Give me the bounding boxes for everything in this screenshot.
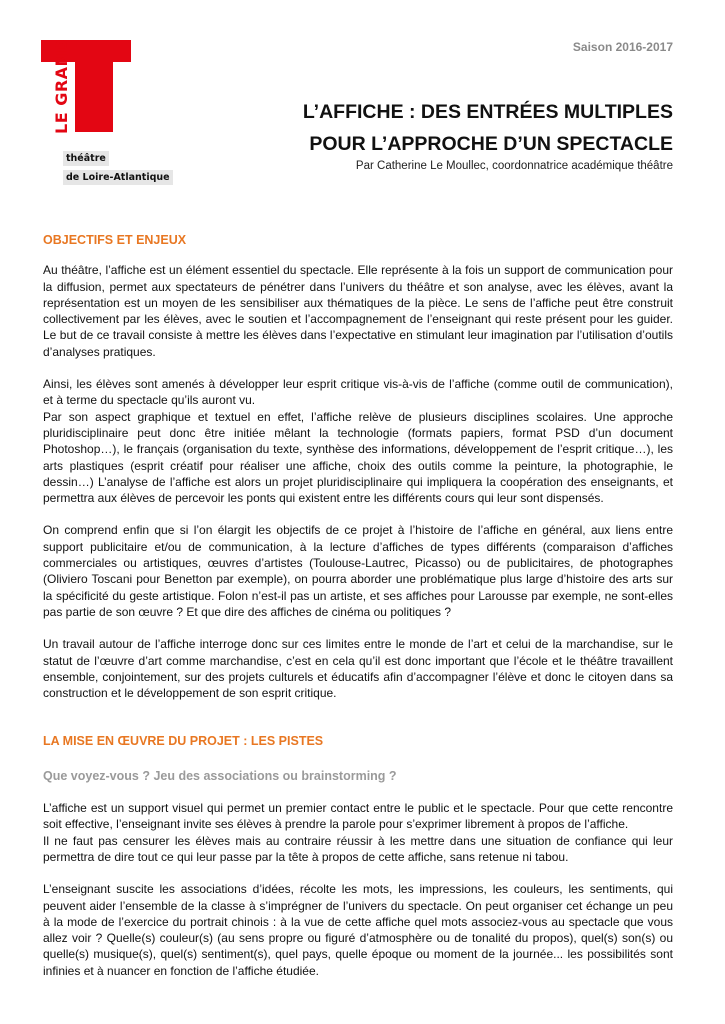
logo-line-region: de Loire-Atlantique: [63, 170, 173, 185]
logo: [41, 38, 170, 185]
logo-wordmark: LE GRAND: [52, 38, 71, 134]
paragraph: Au théâtre, l’affiche est un élément essentiel du spectacle. Elle représente à la fois un support de communication pour la diffusion, permet aux spectateurs de pénétrer dans l’univers du théâtre et son analyse, avec les élèves, avant la représentation est un moyen de les sensibiliser aux thématiques de la pièce. Le sens de l’affiche peut être construit collectivement par les élèves, avec le soutien et l’accompagnement de l’enseignant qui reste présent pour les guider. Le but de ce travail consiste à mettre les élèves dans l’expectative en stimulant leur imagination par l’utilisation d’outils d’analyses pratiques.: [43, 263, 673, 359]
document-body: [43, 232, 673, 979]
paragraph: Un travail autour de l’affiche interroge donc sur ces limites entre le monde de l’art et celui de la marchandise, sur le statut de l’œuvre d’art comme marchandise, c’est en cela qu’il est donc important que l’école et le théâtre travaillent ensemble, conjointement, sur des projets culturels et éducatifs afin d’accompagner l’élève et donc le citoyen dans sa construction et le développement de son esprit critique.: [43, 637, 673, 701]
logo-t-stem: [75, 40, 113, 132]
season-label: Saison 2016-2017: [572, 40, 673, 54]
paragraph: L’enseignant suscite les associations d’idées, récolte les mots, les impressions, les couleurs, les sentiments, qui peuvent aider l’ensemble de la classe à s’imprégner de l’univers du spectacle. On peut organiser cet échange un peu à la mode de l’exercice du portrait chinois : à la vue de cette affiche quel mots associez-vous au spectacle que vous allez voir ? Quelle(s) couleur(s) (au sens propre ou figuré d’atmosphère ou de tonalité du propos), quel(s) son(s) ou quelle(s) musique(s), quel(s) sentiment(s), quel pays, quelle époque ou moment de la journée... les possibilités sont infinies et à nuancer en fonction de l’affiche étudiée.: [43, 882, 673, 978]
paragraph: L’affiche est un support visuel qui permet un premier contact entre le public et le spectacle. Pour que cette rencontre soit effective, l’enseignant invite ses élèves à prendre la parole pour s’exprimer librement à propos de l’affiche.: [43, 801, 673, 832]
logo-line-theatre: théâtre: [63, 151, 109, 166]
paragraph: Il ne faut pas censurer les élèves mais au contraire réussir à les mettre dans une situation de confiance qui leur permettra de dire tout ce qui leur passe par la tête à propos de cette affiche, sans retenue ni tabou.: [43, 833, 673, 864]
section-heading-objectives: OBJECTIFS ET ENJEUX: [43, 233, 187, 247]
paragraph: Par son aspect graphique et textuel en effet, l’affiche relève de plusieurs disciplines scolaires. Une approche pluridisciplinaire peut donc être initiée mêlant la technologie (formats papiers, format PSD d’un document Photoshop…), le français (organisation du texte, synthèse des informations, développement de l’esprit critique…), les arts plastiques (esprit créatif pour réaliser une affiche, choix des outils comme la peinture, la photographie, le dessin…) L’analyse de l’affiche est alors un projet pluridisciplinaire qui impliquera la coopération des enseignants, et permettra aux élèves de percevoir les ponts qui existent entre les différents cours qui leur sont dispensés.: [43, 409, 673, 506]
title-line-1: L’AFFICHE : DES ENTRÉES MULTIPLES: [302, 101, 673, 123]
author-line: Par Catherine Le Moullec, coordonnatrice académique théâtre: [355, 160, 673, 172]
subsection-heading: Que voyez-vous ? Jeu des associations ou brainstorming ?: [43, 768, 397, 783]
paragraph: Ainsi, les élèves sont amenés à développer leur esprit critique vis-à-vis de l’affiche (comme outil de communication), et à terme du spectacle qu’ils auront vu.: [43, 377, 673, 408]
title-line-2: POUR L’APPROCHE D’UN SPECTACLE: [309, 133, 673, 155]
page-title: [303, 96, 673, 160]
paragraph: On comprend enfin que si l’on élargit les objectifs de ce projet à l’histoire de l’affiche en général, aux liens entre support publicitaire et/ou de communication, à la lecture d’affiches de types différents (comparaison d’affiches commerciales ou artistiques, œuvres d’artistes (Toulouse-Lautrec, Picasso) ou de publicitaires, de photographes (Oliviero Toscani pour Benetton par exemple), on pourra aborder une problématique plus large d’histoire des arts sur la spécificité du geste artistique. Folon n’est-il pas un artiste, et ses affiches pour Larousse par exemple, ne sont-elles pas partie de son œuvre ? Et que dire des affiches de cinéma ou politiques ?: [43, 523, 673, 619]
section-heading-implementation: LA MISE EN ŒUVRE DU PROJET : LES PISTES: [43, 734, 324, 749]
